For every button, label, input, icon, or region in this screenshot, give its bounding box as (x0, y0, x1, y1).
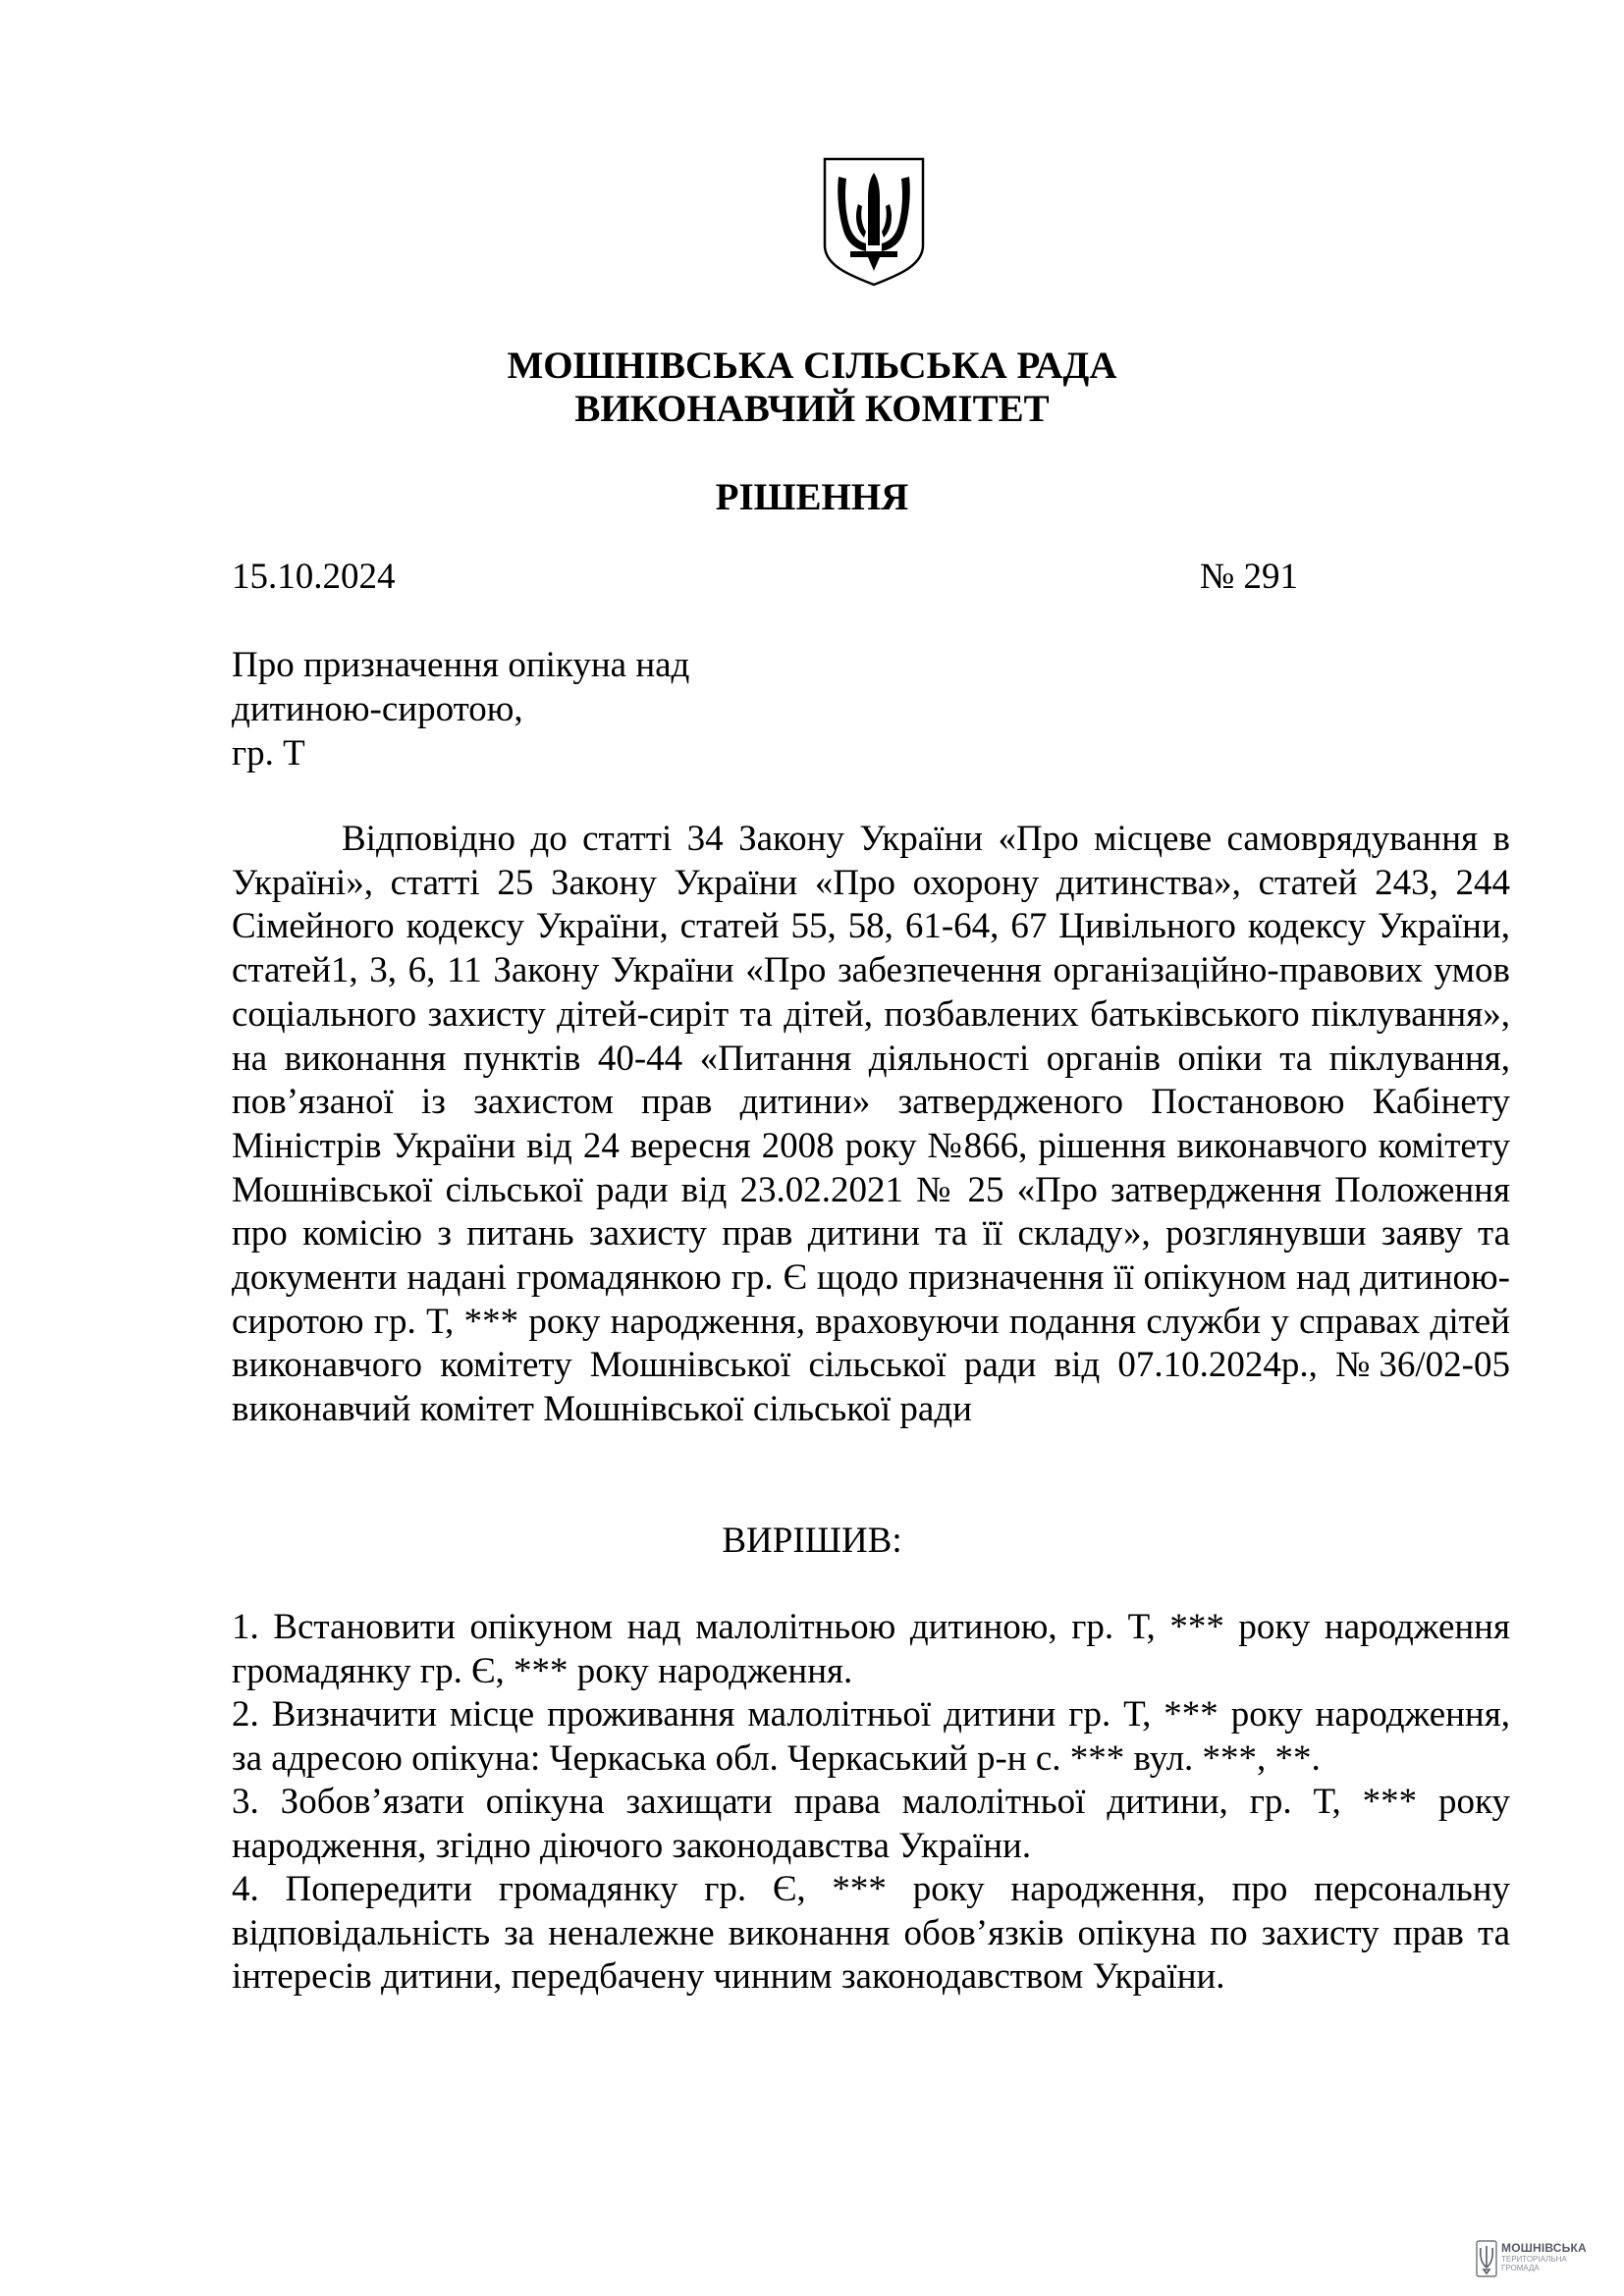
community-logo (1476, 2240, 1613, 2279)
organization-name: МОШНІВСЬКА СІЛЬСЬКА РАДА (507, 345, 1117, 387)
document-type-title: РІШЕННЯ (715, 476, 909, 518)
trident-logo-icon (1476, 2240, 1497, 2277)
footer-logo-text (1501, 2242, 1587, 2272)
resolution-item: 1. Встановити опікуном над малолітньою дитиною, гр. Т, *** року народження громадянку гр. Є, *** року народження. (232, 1607, 1510, 1691)
document-date: 15.10.2024 (232, 557, 396, 597)
resolved-heading: ВИРІШИВ: (722, 1521, 902, 1561)
subject-line: гр. Т (232, 733, 305, 774)
organization-department: ВИКОНАВЧИЙ КОМІТЕТ (574, 388, 1050, 430)
resolution-item: 3. Зобов’язати опікуна захищати права малолітньої дитини, гр. Т, *** року народження, згідно діючого законодавства України. (232, 1782, 1510, 1866)
subject-line: дитиною-сиротою, (232, 689, 523, 729)
resolution-items (232, 1606, 1510, 2000)
preamble-paragraph: Відповідно до статті 34 Закону України «Про місцеве самоврядування в Україні», статті 25 Закону України «Про охорону дитинства», статей 243, 244 Сімейного кодексу України, статей 55, 58, 61-64, 67 Цивільного кодексу України, статей1, 3, 6, 11 Закону України «Про забезпечення організаційно-правових умов соціального захисту дітей-сиріт та дітей, позбавлених батьківського піклування», на виконання пунктів 40-44 «Питання діяльності органів опіки та піклування, пов’язаної із захистом прав дитини» затвердженого Постановою Кабінету Міністрів України від 24 вересня 2008 року №866, рішення виконавчого комітету Мошнівської сільської ради від 23.02.2021 № 25 «Про затвердження Положення про комісію з питань захисту прав дитини та її складу», розглянувши заяву та документи надані громадянкою гр. Є щодо призначення її опікуном над дитиною-сиротою гр. Т, *** року народження, враховуючи подання служби у справах дітей виконавчого комітету Мошнівської сільської ради від 07.10.2024р., №36/02-05 виконавчий комітет Мошнівської сільської ради (232, 819, 1510, 1430)
resolution-item: 2. Визначити місце проживання малолітньої дитини гр. Т, *** року народження, за адресою опікуна: Черкаська обл. Черкаський р-н с. *** вул. ***, **. (232, 1694, 1510, 1779)
document-subject (232, 643, 860, 775)
footer-logo-subtitle: ТЕРИТОРІАЛЬНА (1501, 2255, 1567, 2264)
document-number: № 291 (1200, 557, 1299, 597)
footer-logo-subtitle: ГРОМАДА (1501, 2264, 1540, 2272)
coat-of-arms-icon (821, 155, 927, 289)
resolution-item: 4. Попередити громадянку гр. Є, *** року народження, про персональну відповідальність за неналежне виконання обов’язків опікуна по захисту прав та інтересів дитини, передбачену чинним законодавством України. (232, 1869, 1510, 1997)
footer-logo-name: МОШНІВСЬКА (1501, 2241, 1587, 2255)
subject-line: Про призначення опікуна над (232, 645, 690, 685)
